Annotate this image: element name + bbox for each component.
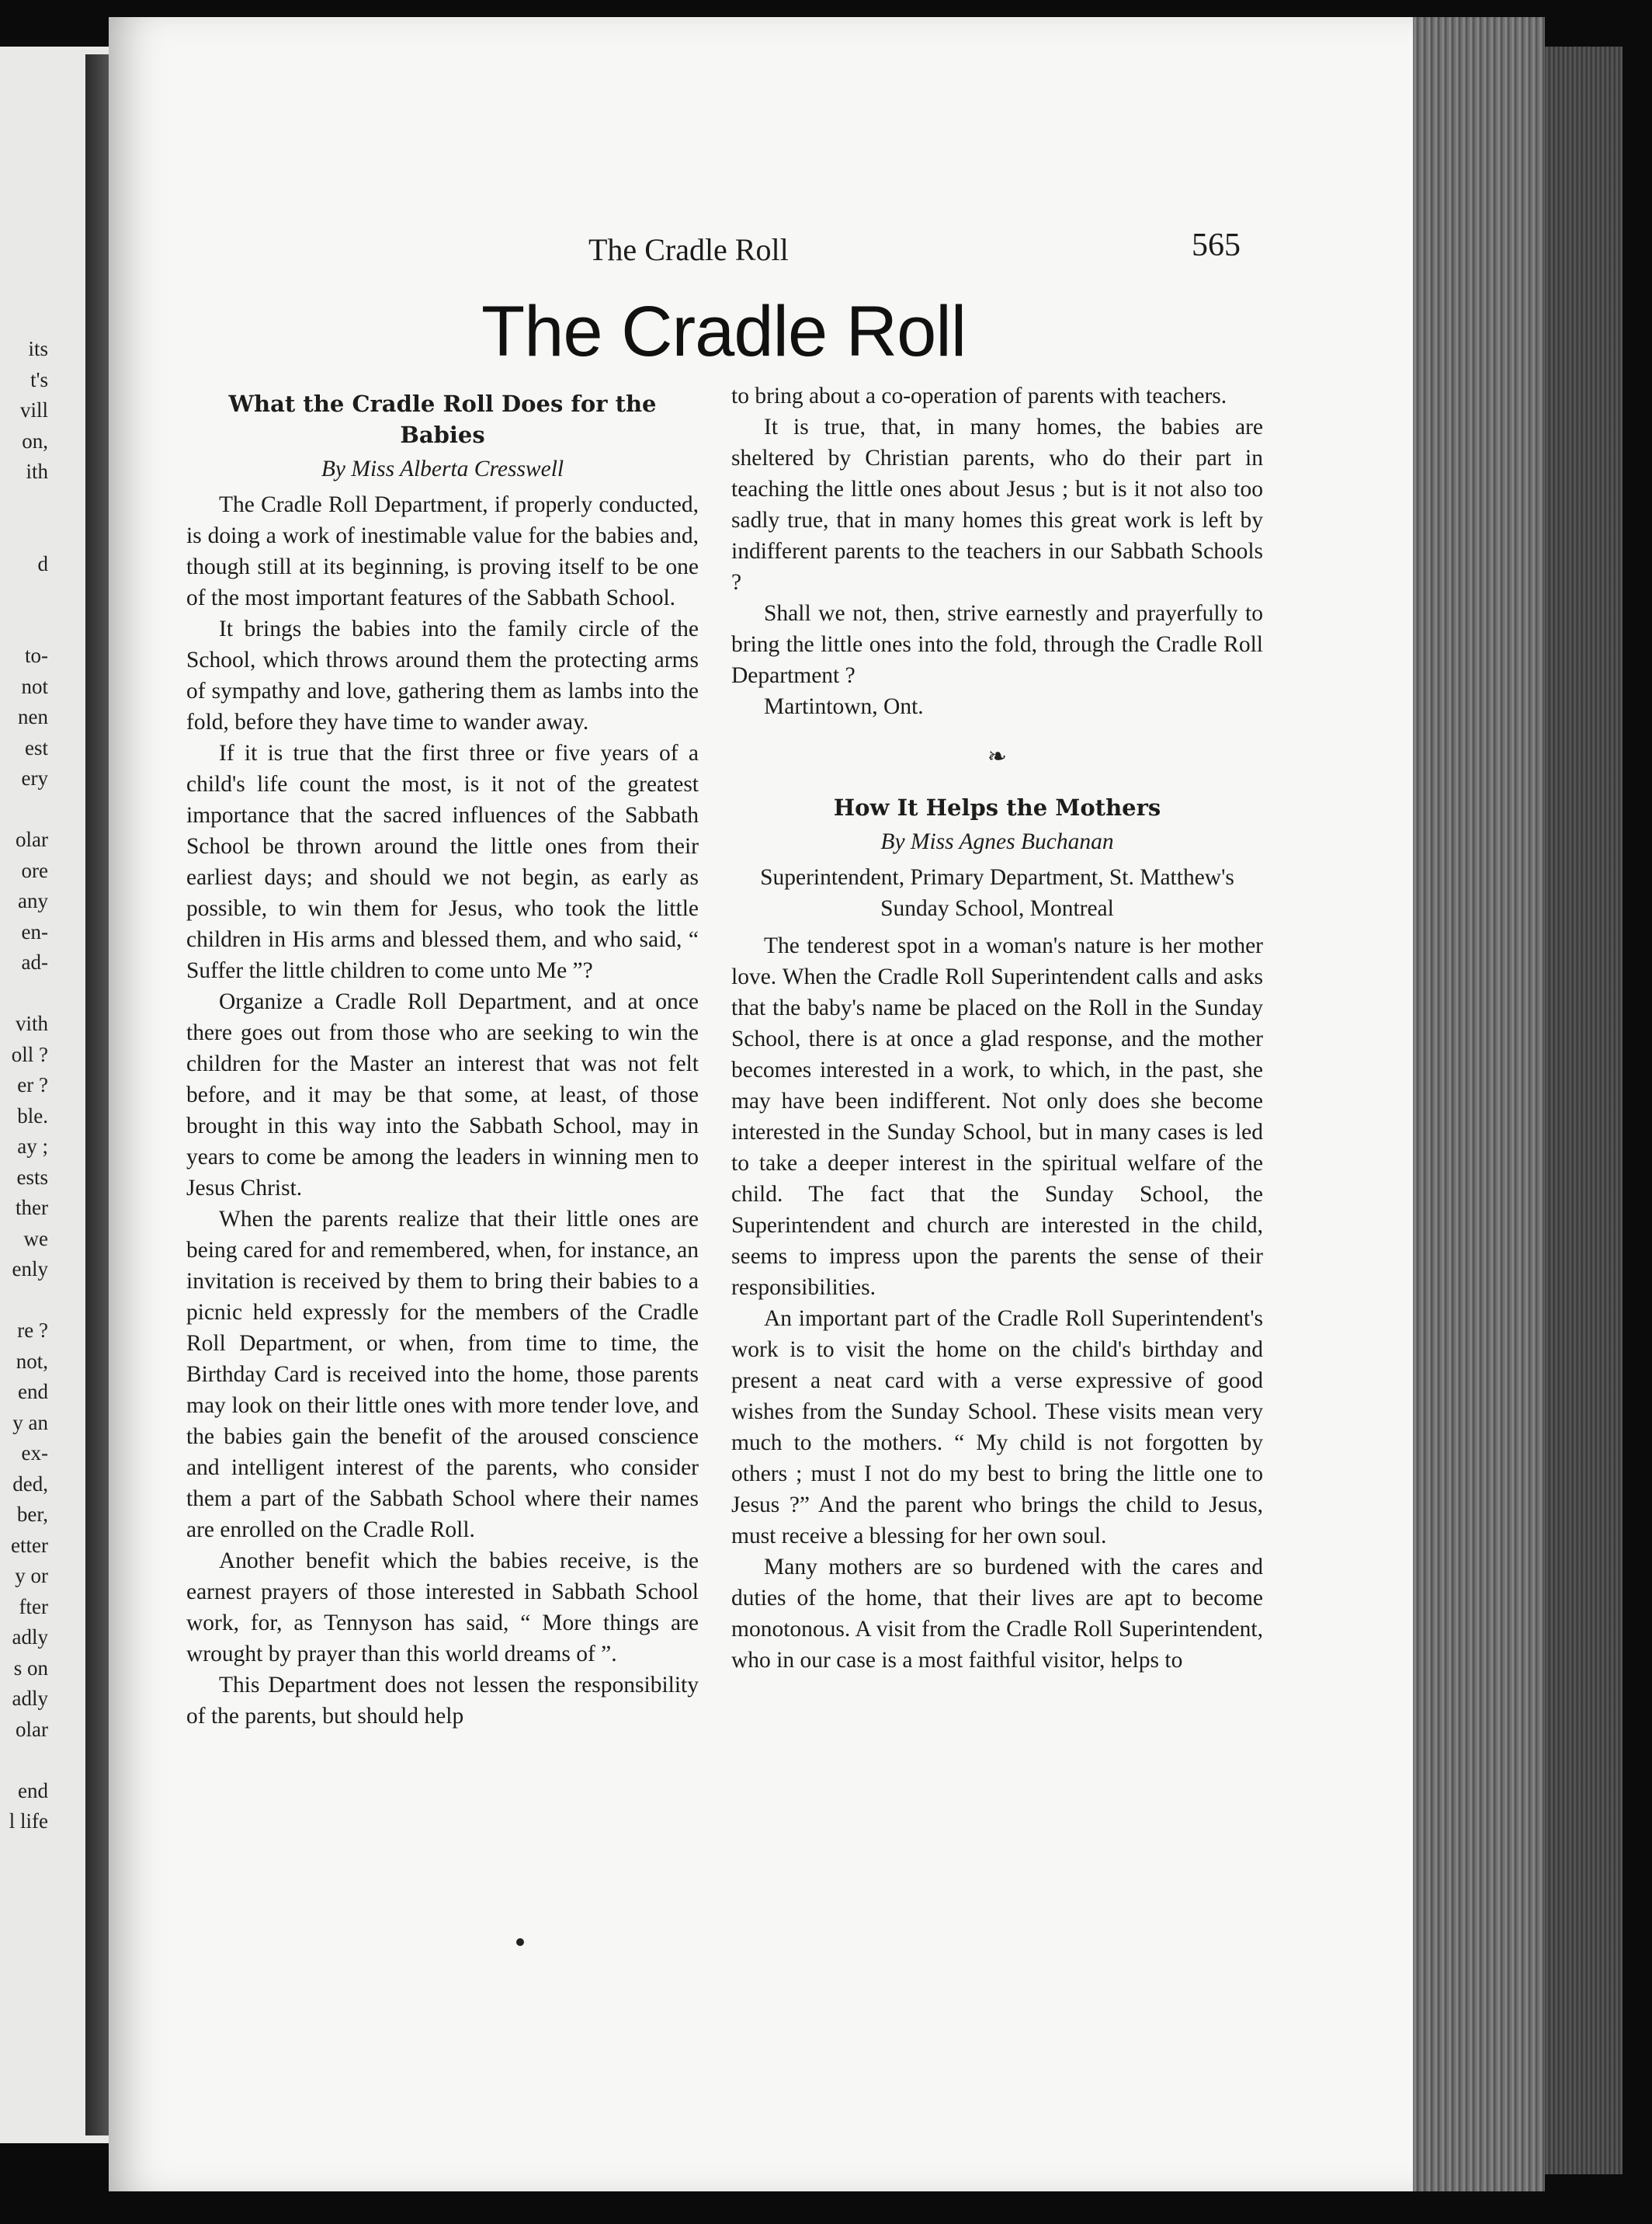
facing-line: fter (19, 1594, 48, 1618)
facing-line: ery (21, 766, 48, 790)
facing-line: y or (15, 1564, 48, 1587)
facing-page-text (0, 334, 48, 1837)
paragraph: to bring about a co-operation of parents with teachers. (731, 384, 1227, 408)
facing-line: on, (22, 429, 48, 453)
paragraph: Organize a Cradle Roll Department, and at once there goes out from those who are seeking to win the children for the Master an interest that was not felt before, and it may be that some, at least, of those brought in this way into the Sabbath School, may in years to come be among the leaders in winning men to Jesus Christ. (186, 989, 699, 1201)
article-affiliation: Superintendent, Primary Department, St. Matthew's Sunday School, Montreal (760, 865, 1234, 921)
facing-line: re ? (17, 1319, 48, 1342)
paragraph: Shall we not, then, strive earnestly and prayerfully to bring the little ones into the fold, through the Cradle Roll Department ? (731, 601, 1263, 688)
article-byline: By Miss Alberta Cresswell (321, 457, 564, 481)
facing-line: end (18, 1380, 48, 1403)
facing-line: t's (30, 367, 48, 391)
facing-line: oll ? (11, 1042, 48, 1066)
facing-line: ay ; (17, 1135, 48, 1158)
facing-line: ble. (17, 1103, 48, 1128)
page-number: 565 (1192, 228, 1241, 263)
facing-line: er ? (17, 1073, 48, 1096)
facing-line: we (23, 1226, 48, 1250)
section-ornament: ❧ (987, 744, 1008, 770)
column-left (186, 381, 699, 1732)
facing-line: d (37, 551, 48, 575)
facing-line (0, 579, 48, 610)
page-title: The Cradle Roll (481, 292, 967, 371)
facing-line (0, 518, 48, 549)
facing-line: not (21, 674, 48, 698)
facing-line: enly (12, 1257, 48, 1281)
facing-line: ther (16, 1196, 48, 1219)
facing-line: any (18, 889, 48, 912)
facing-line: ith (26, 460, 48, 483)
facing-line: en- (21, 919, 48, 943)
paragraph: When the parents realize that their little ones are being cared for and remembered, when, for instance, an invitation is received by them to bring their babies to a picnic held expressly for the members of the Cradle Roll Department, or when, from time to time, the Birthday Card is received into the home, those parents may look on their little ones with more tender love, and the babies gain the benefit of the aroused conscience and intelligent interest of the parents, who consider them a part of the Sabbath School where their names are enrolled on the Cradle Roll. (186, 1207, 699, 1542)
facing-line (0, 488, 48, 519)
article-dateline: Martintown, Ont. (764, 694, 924, 719)
article-title: What the Cradle Roll Does for the Babies (228, 391, 657, 448)
facing-line: etter (11, 1533, 48, 1557)
facing-line: ex- (21, 1441, 48, 1465)
paragraph: This Department does not lessen the responsibility of the parents, but should help (186, 1673, 699, 1729)
facing-line (0, 1745, 48, 1776)
facing-line: ded, (12, 1472, 48, 1496)
facing-line: ad- (21, 950, 48, 974)
facing-line (0, 978, 48, 1009)
facing-line: l life (9, 1809, 48, 1833)
facing-line (0, 1285, 48, 1316)
facing-line: olar (16, 828, 48, 851)
facing-line: ests (16, 1165, 48, 1189)
facing-line (0, 794, 48, 825)
running-head: The Cradle Roll (588, 232, 789, 267)
facing-line: end (18, 1778, 48, 1802)
facing-line: adly (12, 1687, 48, 1710)
facing-line: ber, (16, 1503, 48, 1526)
facing-line (0, 610, 48, 641)
facing-line: olar (16, 1717, 48, 1741)
paragraph: It brings the babies into the family circle of the School, which throws around them the protecting arms of sympathy and love, gathering them as lambs into the fold, before they have time to wander away. (186, 617, 699, 735)
ink-dot (516, 1938, 524, 1946)
paragraph: Many mothers are so burdened with the cares and duties of the home, that their lives are apt to become monotonous. A visit from the Cradle Roll Superintendent, who in our case is a most faithful visitor, helps to (731, 1555, 1263, 1673)
page-edges-dark (1545, 47, 1622, 2174)
page-edges (1413, 17, 1545, 2191)
facing-line: ore (21, 858, 48, 882)
column-right (731, 381, 1263, 1676)
facing-line: vith (15, 1012, 48, 1035)
facing-line: vill (19, 398, 48, 422)
facing-line: y an (12, 1410, 48, 1434)
article-title: How It Helps the Mothers (833, 794, 1161, 821)
facing-line: to- (25, 644, 48, 667)
paragraph: If it is true that the first three or five years of a child's life count the most, is it not of the greatest importance that the sacred influences of the Sabbath School be thrown around the little ones from their earliest days; and should we not begin, as early as possible, to win them for Jesus, who took the little children in His arms and blessed them, and who said, “ Suffer the little children to come unto Me ”? (186, 741, 699, 983)
facing-line: s on (13, 1656, 48, 1680)
facing-line: its (28, 337, 48, 360)
paragraph: It is true, that, in many homes, the babies are sheltered by Christian parents, who do their part in teaching the little ones about Jesus ; but is it not also too sadly true, that in many homes this great work is left by indifferent parents to the teachers in our Sabbath Schools ? (731, 415, 1263, 595)
facing-line: est (25, 735, 48, 759)
paragraph: The tenderest spot in a woman's nature is her mother love. When the Cradle Roll Superintendent calls and asks that the baby's name be placed on the Roll in the Sunday School, there is at once a glad response, and the mother becomes interested in a work, to which, in the past, she may have been indifferent. Not only does she become interested in the Sunday School, but in many cases is led to take a deeper interest in the spiritual welfare of the child. The fact that the Sunday School, the Superintendent and church are interested in the child, seems to impress upon the parents the sense of their responsibilities. (731, 933, 1263, 1300)
paragraph: An important part of the Cradle Roll Superintendent's work is to visit the home on the child's birthday and present a neat card with a verse expressive of good wishes from the Sunday School. These visits mean very much to the mothers. “ My child is not forgotten by others ; must I not do my best to bring the little one to Jesus ?” And the parent who brings the child to Jesus, must receive a blessing for her own soul. (731, 1306, 1263, 1548)
facing-line: adly (12, 1625, 48, 1649)
facing-line: nen (18, 705, 48, 728)
facing-line: not, (16, 1349, 48, 1373)
paragraph: The Cradle Roll Department, if properly conducted, is doing a work of inestimable value for the babies and, though still at its beginning, is proving itself to be one of the most important features of the Sabbath School. (186, 492, 699, 610)
paragraph: Another benefit which the babies receive, is the earnest prayers of those interested in Sabbath School work, for, as Tennyson has said, “ More things are wrought by prayer than this world dreams of ”. (186, 1548, 699, 1666)
article-byline: By Miss Agnes Buchanan (880, 829, 1114, 854)
